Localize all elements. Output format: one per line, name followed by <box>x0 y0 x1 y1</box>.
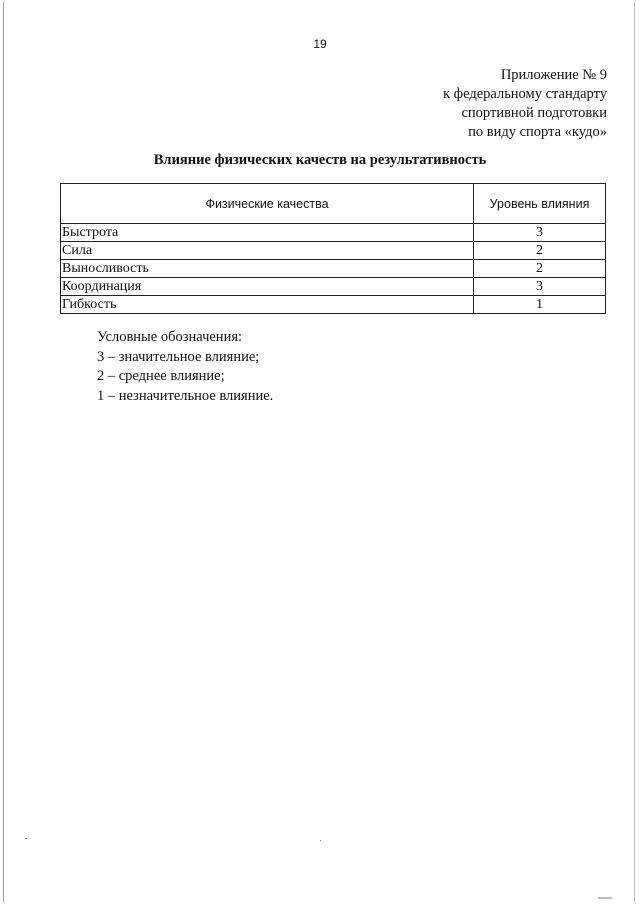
appendix-line: Приложение № 9 <box>500 67 607 83</box>
appendix-line: спортивной подготовки <box>461 105 607 121</box>
scan-speck <box>598 897 612 899</box>
legend-item: 2 – среднее влияние; <box>97 368 225 384</box>
page-number: 19 <box>313 37 327 51</box>
table-header-row <box>61 184 606 224</box>
scan-speck <box>25 838 27 839</box>
header-impact-level: Уровень влияния <box>474 184 606 224</box>
quality-cell: Выносливость <box>61 260 474 278</box>
table-row <box>61 242 606 260</box>
table-row <box>61 278 606 296</box>
quality-cell: Быстрота <box>61 224 474 242</box>
level-cell: 1 <box>474 296 606 314</box>
table-row <box>61 260 606 278</box>
quality-cell: Координация <box>61 278 474 296</box>
appendix-line: по виду спорта «кудо» <box>468 124 607 140</box>
level-cell: 2 <box>474 242 606 260</box>
appendix-block <box>443 66 607 142</box>
appendix-line: к федеральному стандарту <box>443 86 607 102</box>
table-row <box>61 224 606 242</box>
document-title: Влияние физических качеств на результативность <box>153 152 487 168</box>
level-cell: 3 <box>474 224 606 242</box>
physical-qualities-table <box>60 183 606 314</box>
legend-item: 1 – незначительное влияние. <box>97 387 274 404</box>
level-cell: 2 <box>474 260 606 278</box>
legend-heading: Условные обозначения: <box>97 329 243 345</box>
table-row <box>61 296 606 314</box>
level-cell: 3 <box>474 278 606 296</box>
legend-item: 3 – значительное влияние; <box>97 348 260 365</box>
quality-cell: Сила <box>61 242 474 260</box>
quality-cell: Гибкость <box>61 296 474 314</box>
scan-speck <box>320 840 321 841</box>
legend-block <box>97 328 273 406</box>
header-physical-qualities: Физические качества <box>61 184 474 224</box>
